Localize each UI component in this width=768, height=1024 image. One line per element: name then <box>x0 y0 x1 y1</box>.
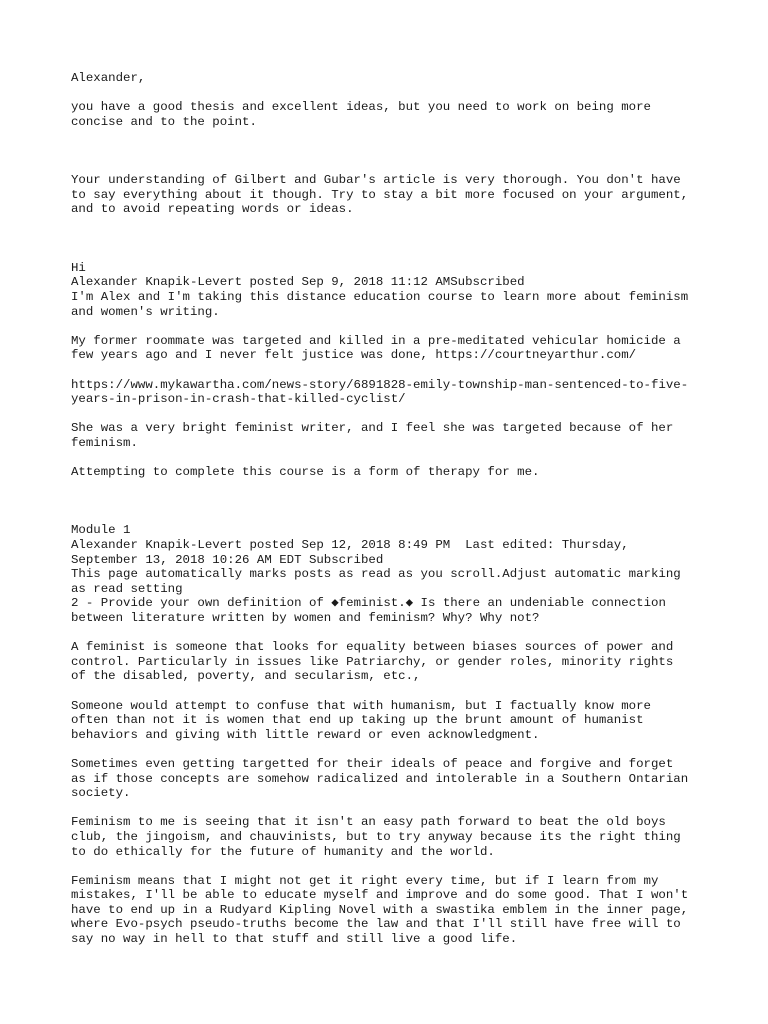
post-2 <box>71 523 711 946</box>
text-line: Feminism to me is seeing that it isn't an easy path forward to beat the old boys <box>71 815 666 830</box>
text-line: behaviors and giving with little reward or even acknowledgment. <box>71 727 540 742</box>
text-line: Attempting to complete this course is a form of therapy for me. <box>71 465 540 480</box>
post-title: Module 1 <box>71 523 131 538</box>
text-line: control. Particularly in issues like Patriarchy, or gender roles, minority rights <box>71 654 674 669</box>
text-line: to do ethically for the future of humanity and the world. <box>71 844 495 859</box>
post-meta: September 13, 2018 10:26 AM EDT Subscribed <box>71 552 384 567</box>
text-line: and women's writing. <box>71 304 220 319</box>
question-line: between literature written by women and feminism? Why? Why not? <box>71 611 540 626</box>
feedback-paragraph-1 <box>71 100 711 129</box>
text-line: often than not it is women that end up taking up the brunt amount of humanist <box>71 713 644 728</box>
text-line: mistakes, I'll be able to educate myself and improve and do some good. That I won't <box>71 888 689 903</box>
text-line: of the disabled, poverty, and secularism, etc., <box>71 669 421 684</box>
text-line: concise and to the point. <box>71 114 257 129</box>
text-line: Your understanding of Gilbert and Gubar's article is very thorough. You don't have <box>71 173 681 188</box>
text-line: say no way in hell to that stuff and still live a good life. <box>71 932 518 947</box>
text-line: as read setting <box>71 581 183 596</box>
text-line: She was a very bright feminist writer, and I feel she was targeted because of her <box>71 421 674 436</box>
greeting: Alexander, <box>71 71 146 85</box>
text-line: This page automatically marks posts as read as you scroll.Adjust automatic marking <box>71 567 681 582</box>
text-line: https://www.mykawartha.com/news-story/6891828-emily-township-man-sentenced-to-five- <box>71 377 689 392</box>
text-line: have to end up in a Rudyard Kipling Novel with a swastika emblem in the inner page, <box>71 902 689 917</box>
post-1 <box>71 261 711 480</box>
text-line: Someone would attempt to confuse that with humanism, but I factually know more <box>71 698 651 713</box>
text-line: you have a good thesis and excellent ideas, but you need to work on being more <box>71 100 651 115</box>
text-line: years-in-prison-in-crash-that-killed-cyclist/ <box>71 392 406 407</box>
text-line: to say everything about it though. Try to stay a bit more focused on your argument, <box>71 187 689 202</box>
feedback-paragraph-2 <box>71 173 711 217</box>
post-meta: Alexander Knapik-Levert posted Sep 9, 2018 11:12 AMSubscribed <box>71 275 525 290</box>
text-line: I'm Alex and I'm taking this distance education course to learn more about feminism <box>71 289 689 304</box>
text-line: feminism. <box>71 435 138 450</box>
question-line: 2 - Provide your own definition of ◆feminist.◆ Is there an undeniable connection <box>71 596 666 611</box>
text-line: My former roommate was targeted and killed in a pre-meditated vehicular homicide a <box>71 333 681 348</box>
text-line: Sometimes even getting targetted for their ideals of peace and forgive and forget <box>71 756 674 771</box>
text-line: where Evo-psych pseudo-truths become the law and that I'll still have free will to <box>71 917 681 932</box>
text-line: club, the jingoism, and chauvinists, but to try anyway because its the right thing <box>71 829 681 844</box>
text-line: A feminist is someone that looks for equality between biases sources of power and <box>71 640 674 655</box>
text-line: as if those concepts are somehow radicalized and intolerable in a Southern Ontarian <box>71 771 689 786</box>
text-line: Feminism means that I might not get it right every time, but if I learn from my <box>71 873 659 888</box>
text-line: few years ago and I never felt justice was done, https://courtneyarthur.com/ <box>71 348 637 363</box>
text-line: and to avoid repeating words or ideas. <box>71 202 354 217</box>
document-page <box>71 71 711 947</box>
text-line: society. <box>71 786 131 801</box>
post-title: Hi <box>71 260 86 275</box>
post-meta: Alexander Knapik-Levert posted Sep 12, 2018 8:49 PM Last edited: Thursday, <box>71 538 629 553</box>
